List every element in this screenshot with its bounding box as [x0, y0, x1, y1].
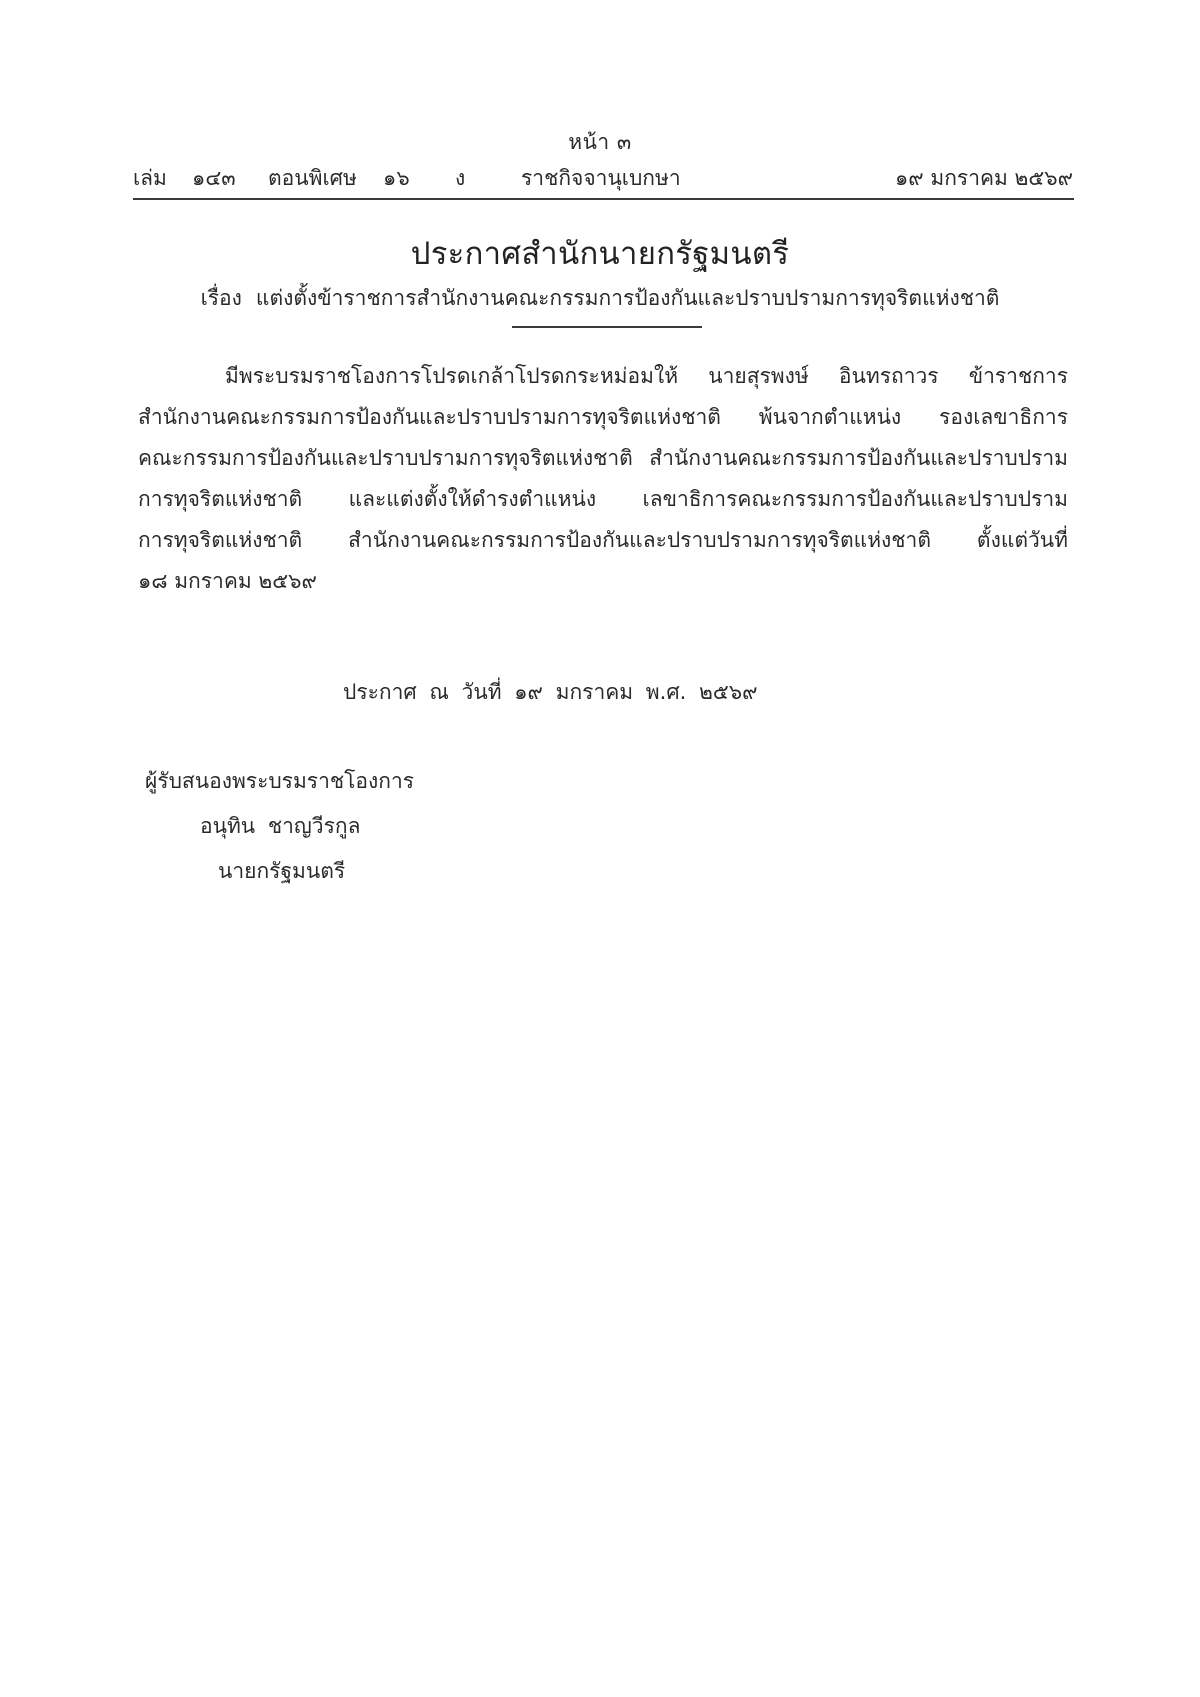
issue-number: ๑๖	[383, 166, 410, 190]
announcement-subject	[0, 282, 1200, 315]
section-letter: ง	[455, 166, 466, 190]
announcement-date: ประกาศ ณ วันที่ ๑๙ มกราคม พ.ศ. ๒๕๖๙	[343, 680, 758, 704]
gazette-name: ราชกิจจานุเบกษา	[521, 166, 681, 190]
header-date: ๑๙ มกราคม ๒๕๖๙	[894, 166, 1073, 190]
signatory-position: นายกรัฐมนตรี	[218, 859, 346, 883]
body-line: การทุจริตแห่งชาติ สำนักงานคณะกรรมการป้องกันและปราบปรามการทุจริตแห่งชาติ ตั้งแต่วันที่	[138, 528, 1068, 552]
title-divider	[512, 326, 702, 328]
body-line: คณะกรรมการป้องกันและปราบปรามการทุจริตแห่งชาติ สำนักงานคณะกรรมการป้องกันและปราบปราม	[138, 446, 1068, 470]
signatory-name: อนุทิน ชาญวีรกูล	[200, 814, 361, 838]
gazette-header	[133, 162, 1073, 192]
subject-label: เรื่อง	[200, 286, 242, 310]
body-line: มีพระบรมราชโองการโปรดเกล้าโปรดกระหม่อมให้ นายสุรพงษ์ อินทรถาวร ข้าราชการ	[225, 364, 1068, 388]
countersign-label: ผู้รับสนองพระบรมราชโองการ	[145, 769, 415, 793]
page-number: หน้า ๓	[568, 130, 632, 154]
header-divider	[133, 198, 1074, 200]
announcement-title: ประกาศสำนักนายกรัฐมนตรี	[410, 236, 790, 272]
volume-number: ๑๔๓	[192, 166, 236, 190]
body-line: การทุจริตแห่งชาติ และแต่งตั้งให้ดำรงตำแหน่ง เลขาธิการคณะกรรมการป้องกันและปราบปราม	[138, 487, 1068, 511]
body-line: ๑๘ มกราคม ๒๕๖๙	[138, 569, 317, 593]
body-line: สำนักงานคณะกรรมการป้องกันและปราบปรามการทุจริตแห่งชาติ พ้นจากตำแหน่ง รองเลขาธิการ	[138, 405, 1068, 429]
volume-label: เล่ม	[133, 166, 167, 190]
subject-text: แต่งตั้งข้าราชการสำนักงานคณะกรรมการป้องกันและปราบปรามการทุจริตแห่งชาติ	[255, 286, 1000, 310]
issue-label: ตอนพิเศษ	[268, 166, 357, 190]
